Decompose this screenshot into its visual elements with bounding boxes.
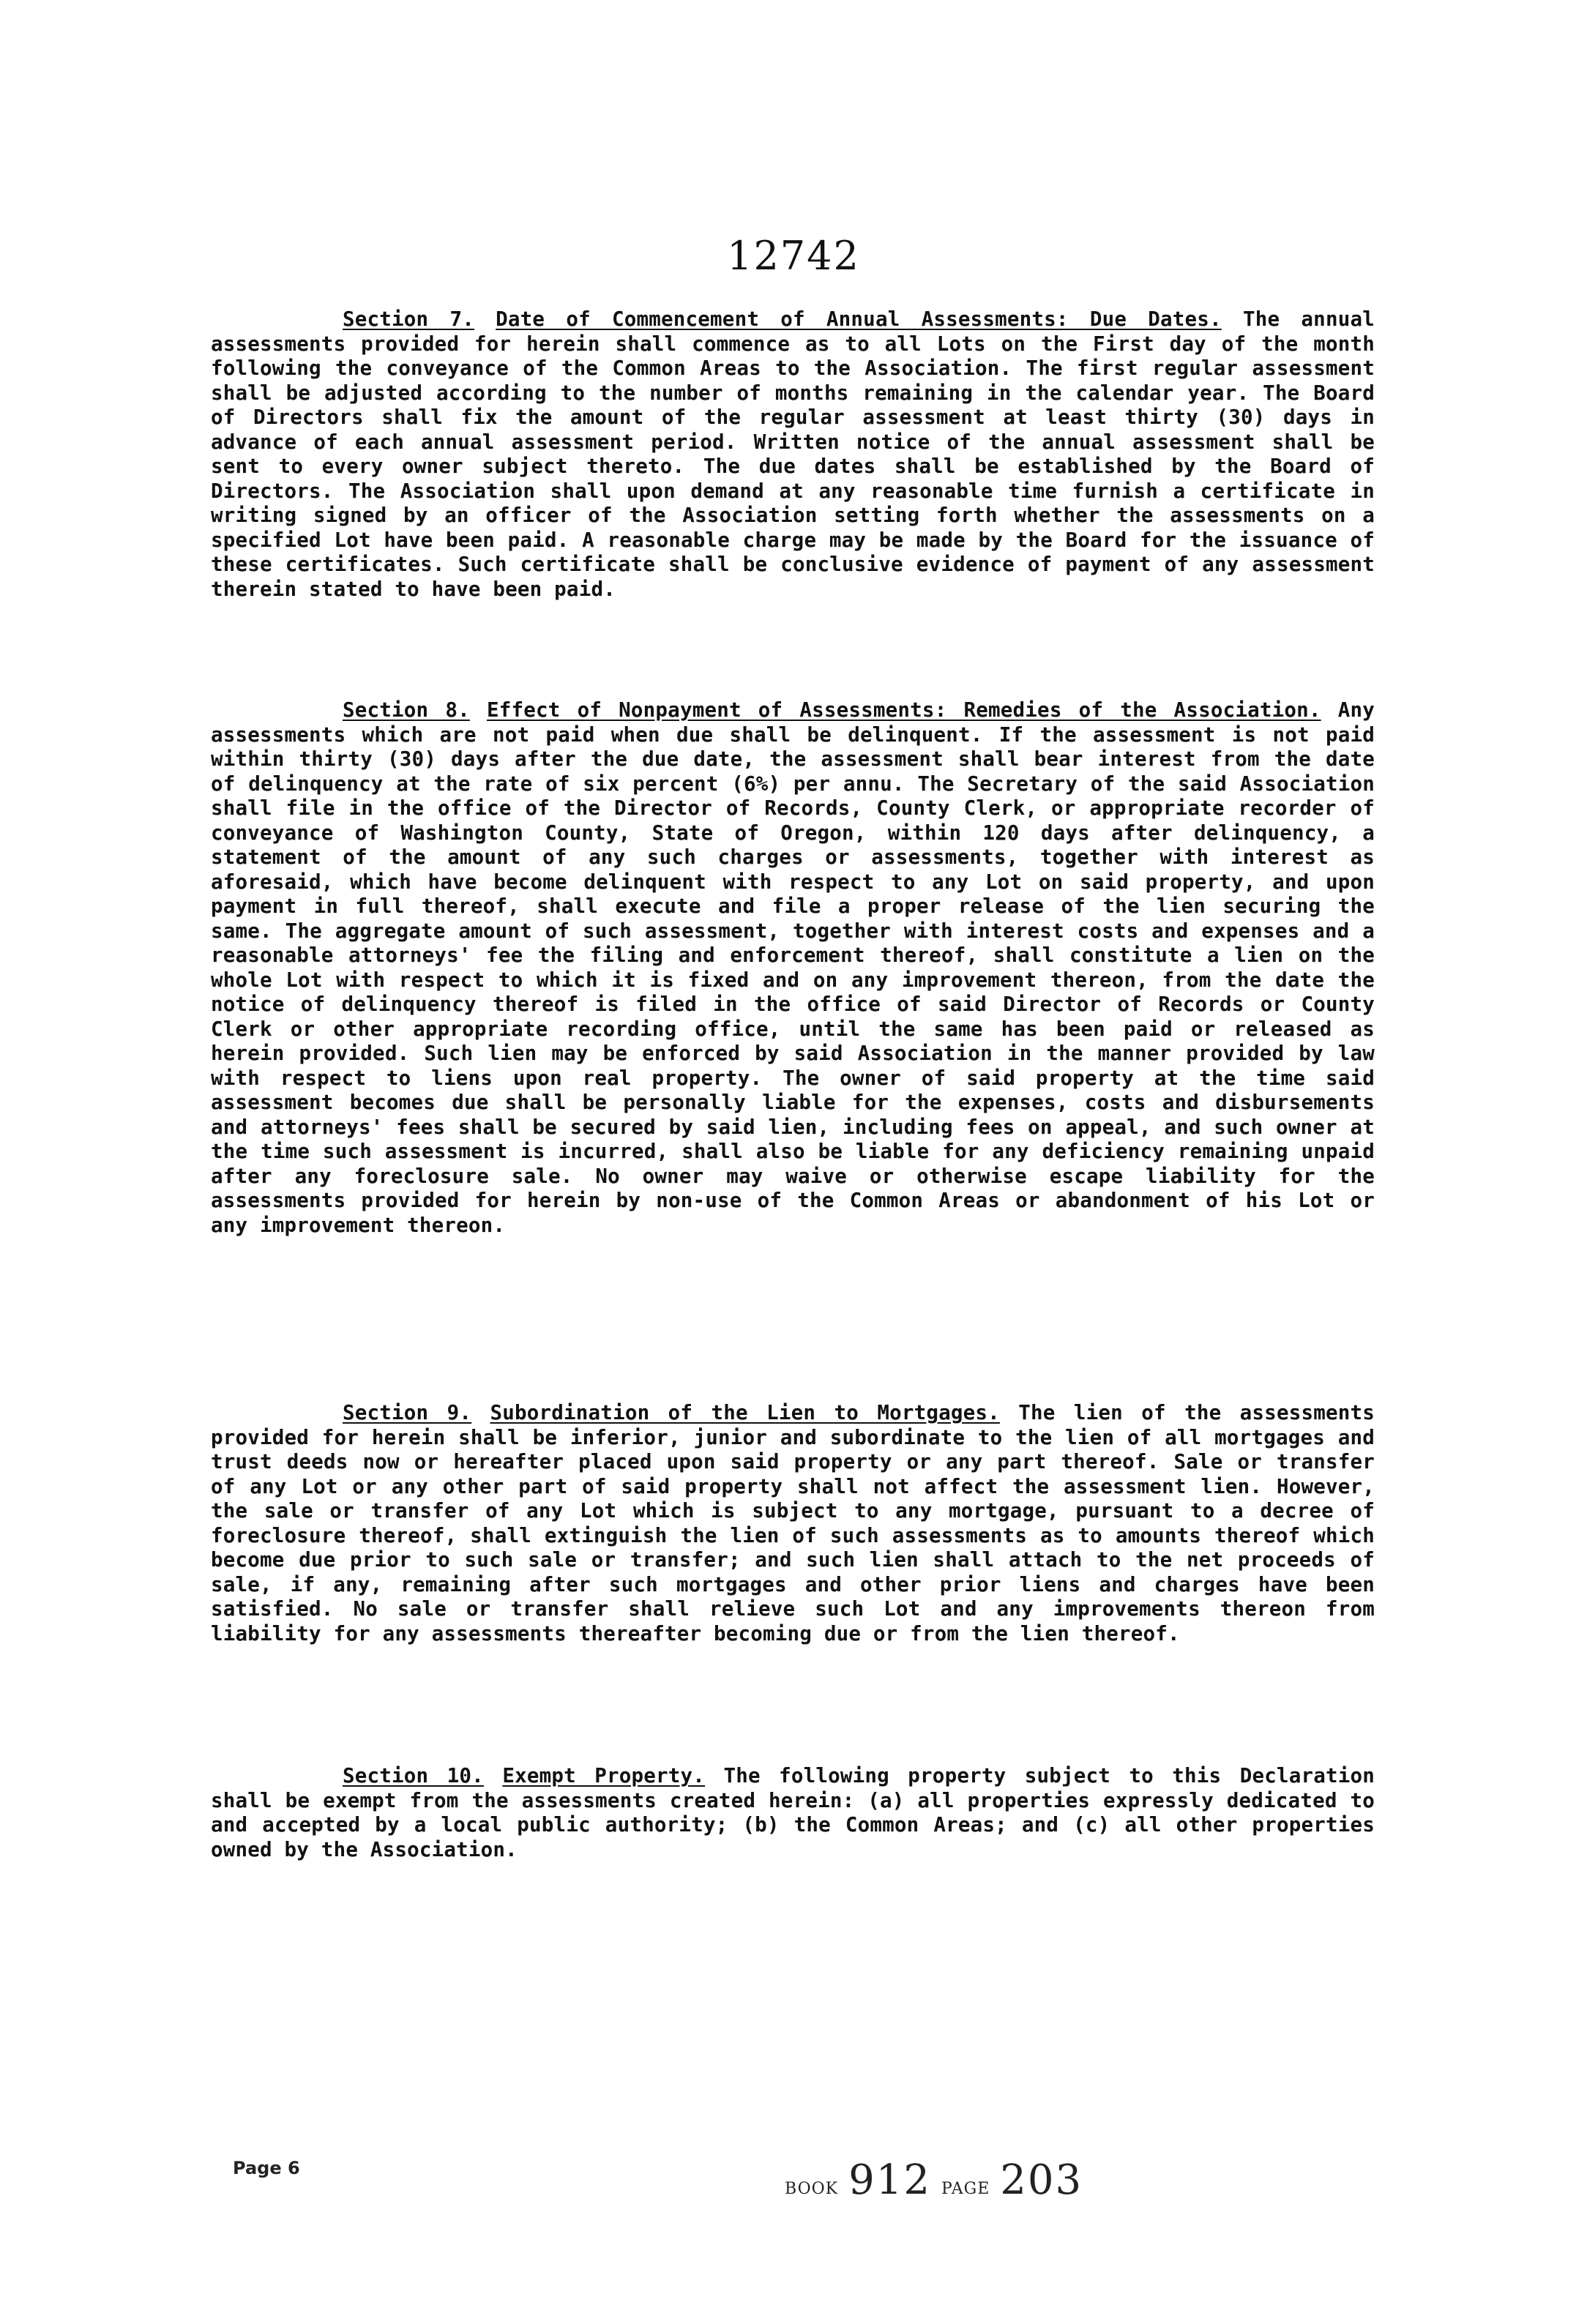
section-9 — [211, 1401, 1375, 1646]
section-9-label: Section 9. — [343, 1401, 472, 1424]
section-8-title: Effect of Nonpayment of Assessments: Remedies of the Association. — [486, 698, 1321, 722]
book-number: 912 — [848, 2156, 931, 2204]
page-ref-number: 203 — [1000, 2156, 1083, 2204]
section-8-label: Section 8. — [343, 698, 470, 722]
section-7-body: The annual assessments provided for herein shall commence as to all Lots on the First day of the month following the conveyance of the Common Areas to the Association. The first regular assessment shall be adjusted according to the number of months remaining in the calendar year. The Board of Directors shall fix the amount of the regular assessment at least thirty (30) days in advance of each annual assessment period. Written notice of the annual assessment shall be sent to every owner subject thereto. The due dates shall be established by the Board of Directors. The Association shall upon demand at any reasonable time furnish a certificate in writing signed by an officer of the Association setting forth whether the assessments on a specified Lot have been paid. A reasonable charge may be made by the Board for the issuance of these certificates. Such certificate shall be conclusive evidence of payment of any assessment therein stated to have been paid. — [211, 307, 1375, 601]
book-label: BOOK — [785, 2180, 839, 2198]
section-9-body: The lien of the assessments provided for herein shall be inferior, junior and subordinate to the lien of all mortgages and trust deeds now or hereafter placed upon said property or any part thereof. Sale or transfer of any Lot or any other part of said property shall not affect the assessment lien. However, the sale or transfer of any Lot which is subject to any mortgage, pursuant to a decree of foreclosure thereof, shall extinguish the lien of such assessments as to amounts thereof which become due prior to such sale or transfer; and such lien shall attach to the net proceeds of sale, if any, remaining after such mortgages and other prior liens and charges have been satisfied. No sale or transfer shall relieve such Lot and any improvements thereon from liability for any assessments thereafter becoming due or from the lien thereof. — [211, 1401, 1375, 1645]
section-10-paragraph — [211, 1764, 1375, 1862]
section-7-paragraph — [211, 307, 1375, 602]
section-7-title: Date of Commencement of Annual Assessments: Due Dates. — [496, 307, 1222, 331]
page-number-top: 12742 — [727, 233, 860, 279]
section-9-paragraph — [211, 1401, 1375, 1646]
section-8-body: Any assessments which are not paid when due shall be delinquent. If the assessment is not paid within thirty (30) days after the due date, the assessment shall bear interest from the date of delinquency at the rate of six percent (6%) per annu. The Secretary of the said Association shall file in the office of the Director of Records, County Clerk, or appropriate recorder of conveyance of Washington County, State of Oregon, within 120 days after delinquency, a statement of the amount of any such charges or assessments, together with interest as aforesaid, which have become delinquent with respect to any Lot on said property, and upon payment in full thereof, shall execute and file a proper release of the lien securing the same. The aggregate amount of such assessment, together with interest costs and expenses and a reasonable attorneys' fee the filing and enforcement thereof, shall constitute a lien on the whole Lot with respect to which it is fixed and on any improvement thereon, from the date the notice of delinquency thereof is filed in the office of said Director of Records or County Clerk or other appropriate recording office, until the same has been paid or released as herein provided. Such lien may be enforced by said Association in the manner provided by law with respect to liens upon real property. The owner of said property at the time said assessment becomes due shall be personally liable for the expenses, costs and disbursements and attorneys' fees shall be secured by said lien, including fees on appeal, and such owner at the time such assessment is incurred, shall also be liable for any deficiency remaining unpaid after any foreclosure sale. No owner may waive or otherwise escape liability for the assessments provided for herein by non-use of the Common Areas or abandonment of his Lot or any improvement thereon. — [211, 698, 1375, 1237]
section-7 — [211, 307, 1375, 602]
section-9-title: Subordination of the Lien to Mortgages. — [490, 1401, 1000, 1424]
page-ref-label: PAGE — [941, 2180, 990, 2198]
page-footer-label: Page 6 — [233, 2158, 300, 2178]
book-page-reference — [785, 2156, 1083, 2204]
section-10-body: The following property subject to this Declaration shall be exempt from the assessments created herein: (a) all properties expressly dedicated to and accepted by a local public authority; (b) the Common Areas; and (c) all other properties owned by the Association. — [211, 1764, 1375, 1861]
section-10-title: Exempt Property. — [502, 1764, 706, 1787]
section-8 — [211, 698, 1375, 1238]
section-10 — [211, 1764, 1375, 1862]
section-7-label: Section 7. — [343, 307, 474, 331]
section-8-paragraph — [211, 698, 1375, 1238]
section-10-label: Section 10. — [343, 1764, 484, 1787]
